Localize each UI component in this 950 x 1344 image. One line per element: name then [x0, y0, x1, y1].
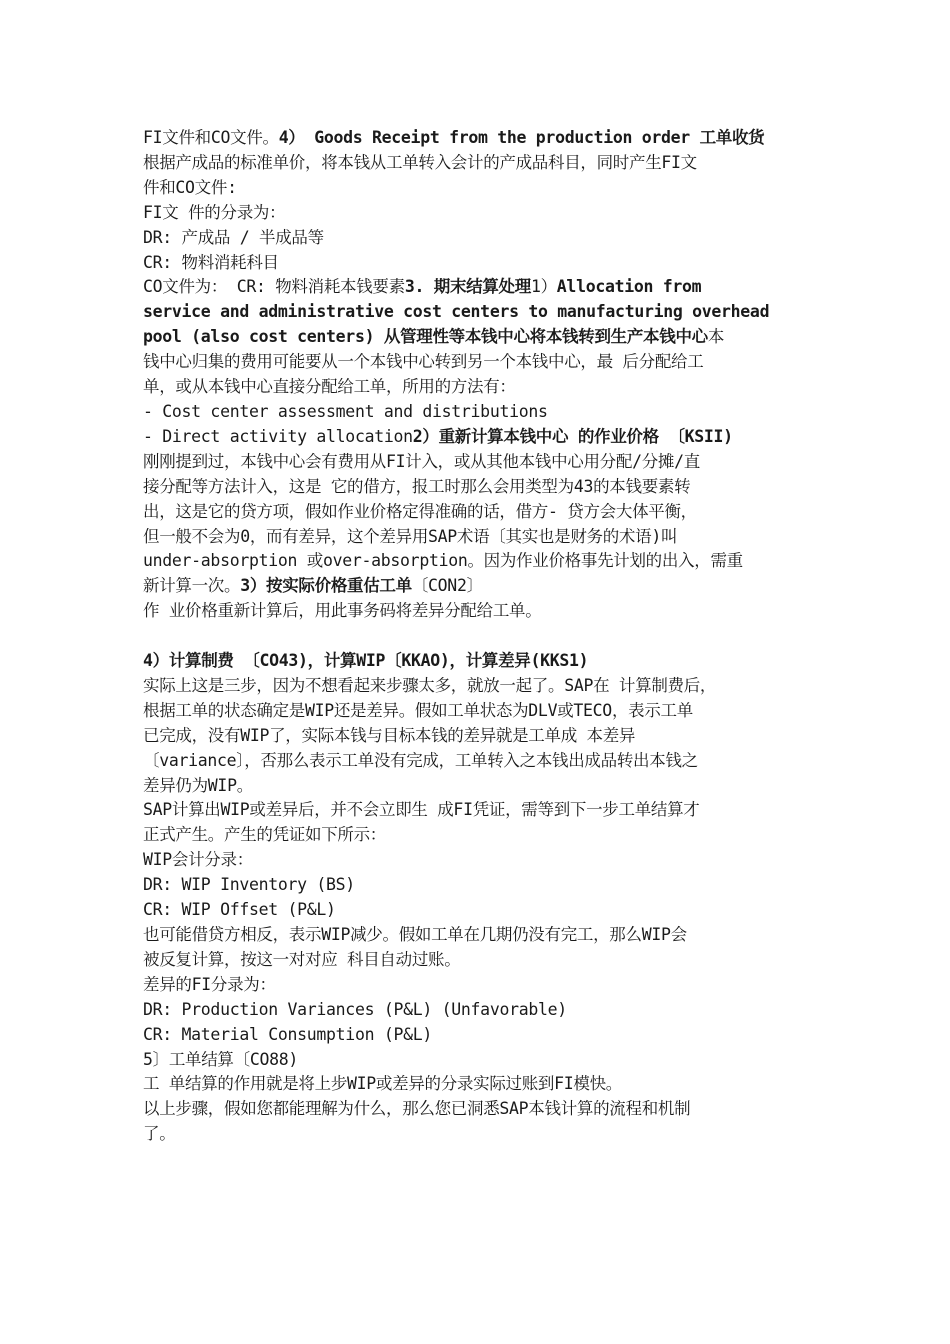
text-run: 也可能借贷方相反，表示WIP减少。假如工单在几期仍没有完工，那么WIP会 — [143, 924, 687, 944]
bold-text: 4） Goods Receipt from the production order 工单收货 — [278, 128, 765, 147]
text-line — [143, 350, 811, 375]
text-line — [143, 749, 811, 774]
text-run: CR: 物料消耗科目 — [143, 252, 279, 272]
text-run: 被反复计算，按这一对对应 科目自动过账。 — [143, 949, 461, 969]
text-run: CO文件为： CR: 物料消耗本钱要素 — [143, 277, 405, 297]
bold-text: service and administrative cost centers to manufacturing overhead — [143, 302, 770, 322]
text-line — [143, 823, 811, 848]
text-line — [143, 1122, 811, 1147]
text-line — [143, 599, 811, 624]
blank-line — [143, 624, 811, 649]
text-line — [143, 475, 811, 500]
text-run: 件和CO文件: — [143, 177, 237, 197]
text-line — [143, 873, 811, 898]
text-run: SAP计算出WIP或差异后，并不会立即生 成FI凭证，需等到下一步工单结算才 — [143, 800, 700, 820]
text-line — [143, 226, 811, 251]
text-run: 新计算一次。 — [143, 576, 241, 596]
text-line — [143, 1072, 811, 1097]
text-line — [143, 898, 811, 923]
text-line — [143, 798, 811, 823]
text-run: 出，这是它的贷方项，假如作业价格定得准确的话，借方- 贷方会大体平衡， — [143, 501, 697, 521]
text-line — [143, 1097, 811, 1122]
text-line — [143, 724, 811, 749]
text-run: 但一般不会为0，而有差异，这个差异用SAP术语〔其实也是财务的术语)叫 — [143, 526, 678, 546]
text-run: 5〕工单结算〔CO88) — [143, 1049, 299, 1069]
text-run: 已完成，没有WIP了，实际本钱与目标本钱的差异就是工单成 本差异 — [143, 725, 636, 745]
text-run: FI文件和CO文件。 — [143, 128, 279, 147]
text-run: CR: Material Consumption (P&L) — [143, 1024, 433, 1044]
bold-text: pool (also cost centers) 从管理性等本钱中心将本钱转到生产本钱中心 — [143, 327, 708, 347]
bold-text: Allocation from — [556, 277, 702, 297]
text-run: under-absorption 或over-absorption。因为作业价格事先计划的出入，需重 — [143, 551, 743, 571]
text-run: - Direct activity allocation — [143, 426, 413, 446]
text-line — [143, 500, 811, 525]
text-line — [143, 948, 811, 973]
text-run: DR: Production Variances (P&L) (Unfavorable) — [143, 999, 567, 1019]
text-line — [143, 525, 811, 550]
text-run: 刚刚提到过，本钱中心会有费用从FI计入，或从其他本钱中心用分配/分摊/直 — [143, 451, 700, 471]
text-run: - Cost center assessment and distributions — [143, 401, 548, 421]
text-line — [143, 251, 811, 276]
text-line — [143, 574, 811, 599]
text-run: 差异仍为WIP。 — [143, 775, 253, 795]
text-line — [143, 549, 811, 574]
text-line — [143, 325, 811, 350]
text-line — [143, 774, 811, 799]
text-line — [143, 275, 811, 300]
text-line — [143, 425, 811, 450]
text-run: 本 — [707, 327, 725, 347]
text-line — [143, 176, 811, 201]
text-run: DR: 产成品 / 半成品等 — [143, 227, 324, 247]
text-line — [143, 973, 811, 998]
text-line — [143, 848, 811, 873]
text-run: 工 单结算的作用就是将上步WIP或差异的分录实际过账到FI模快。 — [143, 1074, 623, 1094]
text-line — [143, 1023, 811, 1048]
text-line — [143, 998, 811, 1023]
text-line — [143, 126, 811, 151]
text-line — [143, 1048, 811, 1073]
text-run: FI文 件的分录为： — [143, 202, 286, 222]
text-run: WIP会计分录： — [143, 850, 253, 870]
text-run: 根据产成品的标准单价，将本钱从工单转入会计的产成品科目，同时产生FI文 — [143, 152, 697, 172]
bold-text: 3. 期末结算处理 — [404, 277, 531, 297]
text-run: 实际上这是三步，因为不想看起来步骤太多，就放一起了。SAP在 计算制费后， — [143, 675, 717, 695]
bold-text: 2）重新计算本钱中心 的作业价格 〔KSII) — [412, 426, 733, 446]
text-run: CR: WIP Offset (P&L) — [143, 900, 336, 920]
text-line — [143, 300, 811, 325]
text-line — [143, 450, 811, 475]
text-line — [143, 923, 811, 948]
text-run: 以上步骤，假如您都能理解为什么，那么您已洞悉SAP本钱计算的流程和机制 — [143, 1099, 691, 1119]
text-run: 了。 — [143, 1124, 176, 1144]
text-line — [143, 699, 811, 724]
text-line — [143, 375, 811, 400]
text-run: 单，或从本钱中心直接分配给工单，所用的方法有： — [143, 377, 516, 397]
text-run: 〔variance〕，否那么表示工单没有完成，工单转入之本钱出成品转出本钱之 — [143, 750, 698, 770]
text-run: 正式产生。产生的凭证如下所示： — [143, 825, 387, 845]
bold-text: 4）计算制费 〔CO43)，计算WIP〔KKAO)，计算差异(KKS1) — [143, 651, 589, 671]
text-run: 根据工单的状态确定是WIP还是差异。假如工单状态为DLV或TECO，表示工单 — [143, 700, 693, 720]
text-run: 钱中心归集的费用可能要从一个本钱中心转到另一个本钱中心，最 后分配给工 — [143, 352, 704, 372]
text-run: 作 业价格重新计算后，用此事务码将差异分配给工单。 — [143, 601, 542, 621]
text-line — [143, 151, 811, 176]
text-run: 1） — [530, 277, 557, 297]
bold-text: 3）按实际价格重估工单 — [240, 576, 412, 596]
text-line — [143, 400, 811, 425]
text-run: 差异的FI分录为： — [143, 974, 276, 994]
text-run: 〔CON2〕 — [411, 576, 483, 596]
text-run: DR: WIP Inventory (BS) — [143, 875, 355, 895]
text-line — [143, 674, 811, 699]
text-line — [143, 649, 811, 674]
text-line — [143, 201, 811, 226]
document-body — [143, 126, 811, 1147]
text-run: 接分配等方法计入，这是 它的借方，报工时那么会用类型为43的本钱要素转 — [143, 476, 691, 496]
